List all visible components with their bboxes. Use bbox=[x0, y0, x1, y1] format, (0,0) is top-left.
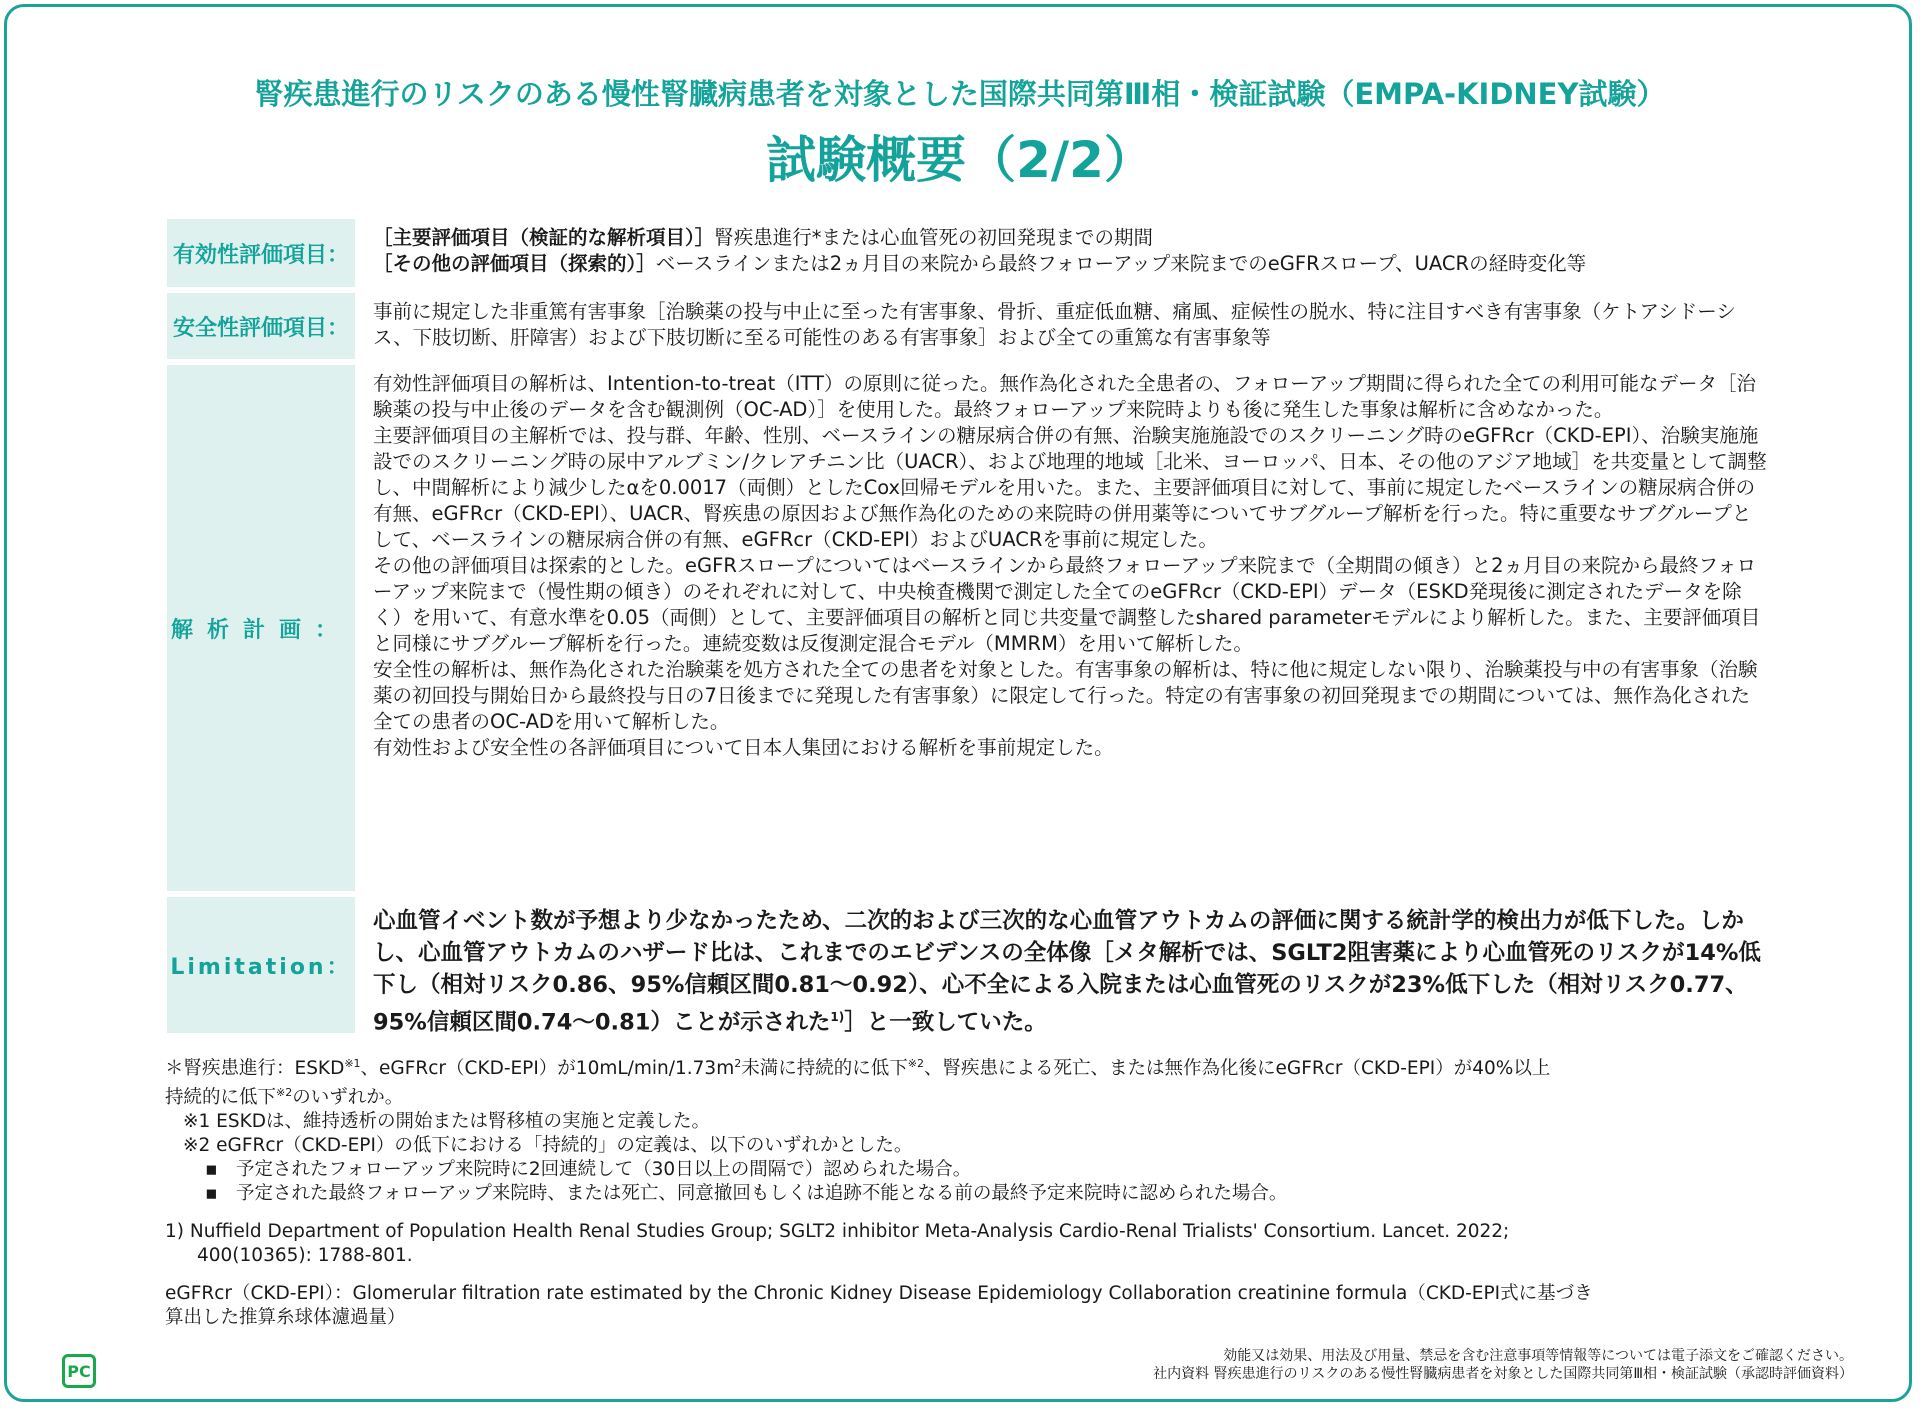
primary-endpoint-heading: ［主要評価項目（検証的な解析項目）］ bbox=[373, 226, 715, 249]
safety-text: 事前に規定した非重篤有害事象［治験薬の投与中止に至った有害事象、骨折、重症低血糖、痛風、症候性の脱水、特に注目すべき有害事象（ケトアシドーシス、下肢切断、肝障害）および下肢切断に至る可能性のある有害事象］および全ての重篤な有害事象等 bbox=[373, 300, 1736, 349]
label-limitation: Limitation： bbox=[167, 897, 355, 1033]
page-subtitle: 腎疾患進行のリスクのある慢性腎臓病患者を対象とした国際共同第Ⅲ相・検証試験（EMPA-KIDNEY試験） bbox=[254, 77, 1666, 111]
analysis-paragraph-2: 主要評価項目の主解析では、投与群、年齢、性別、ベースラインの糖尿病合併の有無、治験実施施設でのスクリーニング時のeGFRcr（CKD-EPI）、治験実施施設でのスクリーニング時の尿中アルブミン/クレアチニン比（UACR）、および地理的地域［北米、ヨーロッパ、日本、その他のアジア地域］を共変量として調整し、中間解析により減少したαを0.0017（両側）としたCox回帰モデルを用いた。また、主要評価項目に対して、事前に規定したベースラインの糖尿病合併の有無、eGFRcr（CKD-EPI）、UACR、腎疾患の原因および無作為化のための来院時の併用薬等についてサブグループ解析を行った。特に重要なサブグループとして、ベースラインの糖尿病合併の有無、eGFRcr（CKD-EPI）およびUACRを事前に規定した。 bbox=[373, 424, 1767, 551]
analysis-paragraph-5: 有効性および安全性の各評価項目について日本人集団における解析を事前規定した。 bbox=[373, 736, 1114, 759]
other-endpoint-text: ベースラインまたは2ヵ月目の来院から最終フォローアップ来院までのeGFRスロープ、UACRの経時変化等 bbox=[655, 252, 1587, 275]
pc-logo: PC bbox=[62, 1354, 96, 1388]
row-analysis bbox=[167, 365, 1767, 891]
abbreviation-egfr-cont: 算出した推算糸球体濾過量） bbox=[165, 1307, 406, 1329]
label-analysis: 解析計画： bbox=[167, 365, 355, 891]
analysis-paragraph-1: 有効性評価項目の解析は、Intention-to-treat（ITT）の原則に従った。無作為化された全患者の、フォローアップ期間に得られた全ての利用可能なデータ［治験薬の投与中止後のデータを含む観測例（OC-AD）］を使用した。最終フォローアップ来院時よりも後に発生した事象は解析に含めなかった。 bbox=[373, 372, 1756, 421]
footer-line-2: 社内資料 腎疾患進行のリスクのある慢性腎臓病患者を対象とした国際共同第Ⅲ相・検証試験（承認時評価資料） bbox=[1153, 1366, 1853, 1382]
note-eskd-definition-cont: 持続的に低下$^{※2}$のいずれか。 bbox=[165, 1086, 404, 1109]
footer bbox=[1153, 1347, 1853, 1383]
label-efficacy: 有効性評価項目： bbox=[167, 219, 355, 287]
analysis-paragraph-4: 安全性の解析は、無作為化された治験薬を処方された全ての患者を対象とした。有害事象の解析は、特に他に規定しない限り、治験薬投与中の有害事象（治験薬の初回投与開始日から最終投与日の7日後までに発現した有害事象）に限定して行った。特定の有害事象の初回発現までの期間については、無作為化された全ての患者のOC-ADを用いて解析した。 bbox=[373, 658, 1758, 733]
page-title: 試験概要（2/2） bbox=[766, 131, 1154, 189]
reference-1: 1) Nuffield Department of Population Health Renal Studies Group; SGLT2 inhibitor Meta-Analysis Cardio-Renal Trialists' Consortium. Lancet. 2022; bbox=[165, 1221, 1510, 1243]
label-safety: 安全性評価項目： bbox=[167, 293, 355, 359]
content-efficacy bbox=[355, 219, 1767, 287]
limitation-text: 心血管イベント数が予想より少なかったため、二次的および三次的な心血管アウトカムの評価に関する統計学的検出力が低下した。しかし、心血管アウトカムのハザード比は、これまでのエビデンスの全体像［メタ解析では、SGLT2阻害薬により心血管死のリスクが14%低下し（相対リスク0.86、95%信頼区間0.81～0.92）、心不全による入院または心血管死のリスクが23%低下した（相対リスク0.77、95%信頼区間0.74～0.81）ことが示された bbox=[373, 908, 1761, 1036]
note-bullet-1: ▪ 予定されたフォローアップ来院時に2回連続して（30日以上の間隔で）認められた場合。 bbox=[205, 1159, 972, 1181]
row-limitation bbox=[167, 897, 1767, 1036]
note-bullet-2: ▪ 予定された最終フォローアップ来院時、または死亡、同意撤回もしくは追跡不能となる前の最終予定来院時に認められた場合。 bbox=[205, 1183, 1288, 1205]
analysis-paragraph-3: その他の評価項目は探索的とした。eGFRスロープについてはベースラインから最終フォローアップ来院まで（全期間の傾き）と2ヵ月目の来院から最終フォローアップ来院まで（慢性期の傾き）のそれぞれに対して、中央検査機関で測定した全てのeGFRcr（CKD-EPI）データ（ESKD発現後に測定されたデータを除く）を用いて、有意水準を0.05（両側）として、主要評価項目の解析と同じ共変量で調整したshared parameterモデルにより解析した。また、主要評価項目と同様にサブグループ解析を行った。連続変数は反復測定混合モデル（MMRM）を用いて解析した。 bbox=[373, 554, 1761, 655]
footer-line-1: 効能又は効果、用法及び用量、禁忌を含む注意事項等情報等については電子添文をご確認ください。 bbox=[1223, 1348, 1853, 1364]
abbreviation-egfr: eGFRcr（CKD-EPI）：Glomerular filtration rate estimated by the Chronic Kidney Disease Epidemiology Collaboration creatinine formula（CKD-EPI式に基づき bbox=[165, 1283, 1593, 1305]
content-analysis bbox=[355, 365, 1767, 891]
note-2: ※2 eGFRcr（CKD-EPI）の低下における「持続的」の定義は、以下のいずれかとした。 bbox=[183, 1135, 913, 1157]
note-eskd-definition: ＊腎疾患進行：ESKD$^{※1}$、eGFRcr（CKD-EPI）が$10mL/\min/1.73m^2$未満に持続的に低下$^{※2}$、腎疾患による死亡、または無作為化後にeGFRcr（CKD-EPI）が40%以上 bbox=[165, 1057, 1551, 1080]
limitation-reference: 1) bbox=[830, 1010, 845, 1024]
other-endpoint-heading: ［その他の評価項目（探索的）］ bbox=[373, 252, 656, 275]
limitation-text-end: ］と一致していた。 bbox=[844, 1009, 1047, 1036]
study-overview-table bbox=[167, 219, 1767, 1039]
row-safety bbox=[167, 293, 1767, 359]
note-1: ※1 ESKDは、維持透析の開始または腎移植の実施と定義した。 bbox=[183, 1111, 710, 1133]
content-limitation bbox=[355, 897, 1767, 1036]
reference-1-cont: 400(10365): 1788-801. bbox=[197, 1245, 413, 1267]
row-efficacy bbox=[167, 219, 1767, 287]
content-safety bbox=[355, 293, 1767, 359]
primary-endpoint-text: 腎疾患進行*または心血管死の初回発現までの期間 bbox=[714, 226, 1154, 249]
footnotes bbox=[165, 1052, 1775, 1330]
